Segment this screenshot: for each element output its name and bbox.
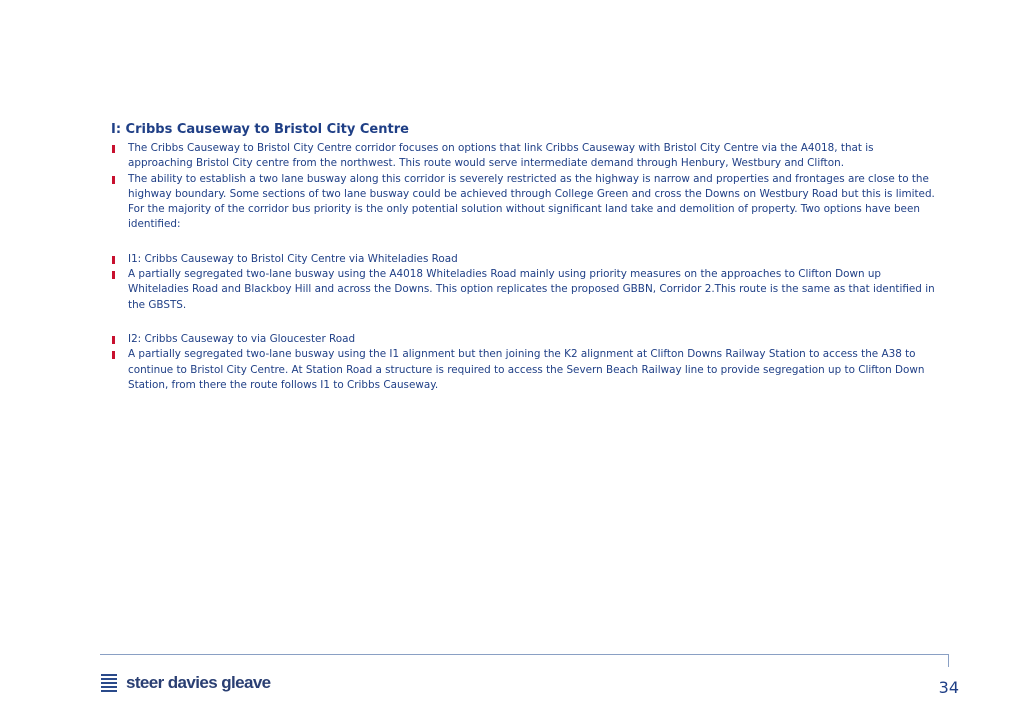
spacer [111, 313, 941, 332]
bullet-marker-icon [112, 351, 115, 359]
option-2-description: A partially segregated two-lane busway using the I1 alignment but then joining the K2 alignment at Clifton Downs Railway Station to access the A38 to continue to Bristol City Centre. At Station Road a structure is required to access the Severn Beach Railway line to provide segregation up to Clifton Down Station, from there the route follows I1 to Cribbs Causeway. [128, 348, 925, 391]
bullet-marker-icon [112, 271, 115, 279]
main-content [111, 121, 941, 393]
footer-rule [100, 654, 949, 655]
bullet-item [111, 141, 941, 172]
company-logo [101, 672, 271, 694]
option-1-title: I1: Cribbs Causeway to Bristol City Centre via Whiteladies Road [128, 252, 458, 265]
footer-rule-tick [948, 654, 949, 667]
bullet-text: The ability to establish a two lane busway along this corridor is severely restricted as the highway is narrow and properties and frontages are close to the highway boundary. Some sections of two lane busway could be achieved through College Green and cross the Downs on Westbury Road but this is limited. For the majority of the corridor bus priority is the only potential solution without significant land take and demolition of property. Two options have been identified: [128, 172, 935, 231]
logo-stripes-icon [101, 674, 117, 692]
logo-text: steer davies gleave [126, 673, 271, 692]
bullet-item [111, 332, 941, 347]
bullet-item [111, 252, 941, 267]
bullet-text: The Cribbs Causeway to Bristol City Centre corridor focuses on options that link Cribbs Causeway with Bristol City Centre via the A4018, that is approaching Bristol City centre from the northwest. This route would serve intermediate demand through Henbury, Westbury and Clifton. [128, 142, 874, 170]
page-number: 34 [938, 678, 959, 697]
option-1-description: A partially segregated two-lane busway using the A4018 Whiteladies Road mainly using priority measures on the approaches to Clifton Down up Whiteladies Road and Blackboy Hill and across the Downs. This option replicates the proposed GBBN, Corridor 2.This route is the same as that identified in the GBSTS. [128, 268, 935, 311]
option-2-title: I2: Cribbs Causeway to via Gloucester Road [128, 332, 356, 345]
bullet-item [111, 172, 941, 233]
spacer [111, 233, 941, 252]
bullet-marker-icon [112, 145, 115, 153]
bullet-marker-icon [112, 176, 115, 184]
bullet-item [111, 267, 941, 313]
section-heading: I: Cribbs Causeway to Bristol City Centre [111, 122, 409, 137]
bullet-marker-icon [112, 256, 115, 264]
bullet-marker-icon [112, 336, 115, 344]
bullet-item [111, 347, 941, 393]
